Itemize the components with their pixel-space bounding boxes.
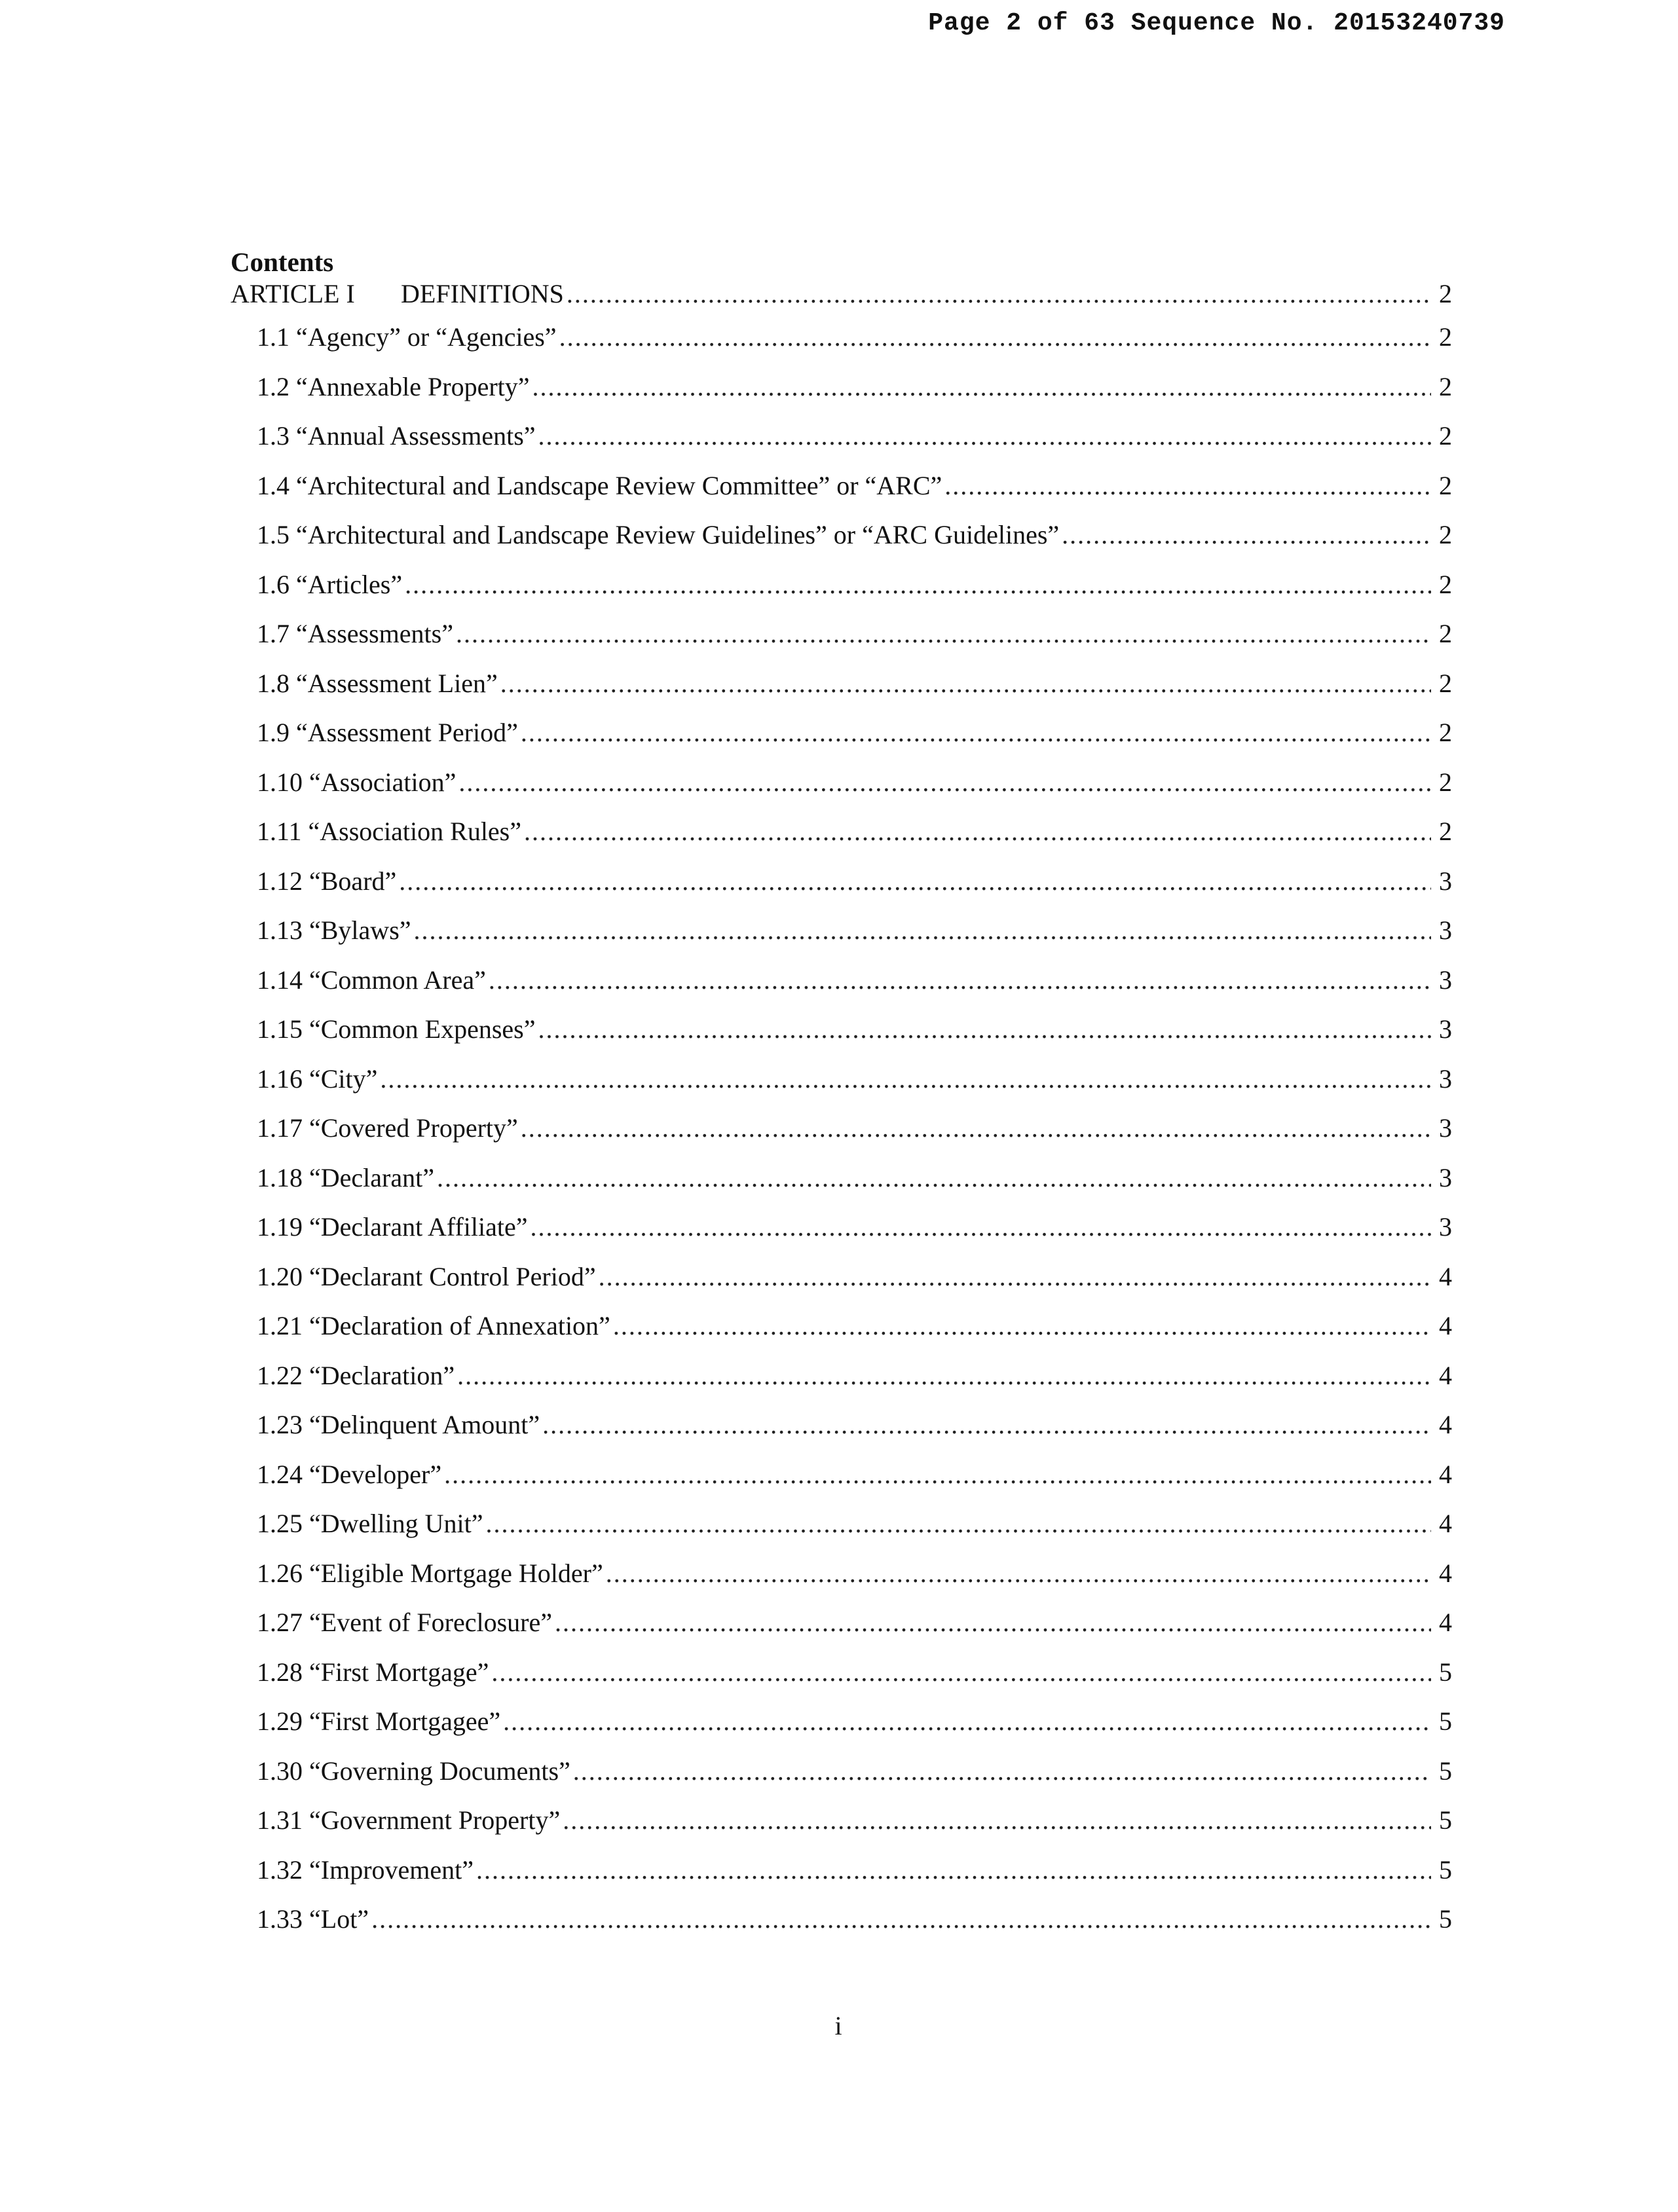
toc-entry-label: 1.24 “Developer” — [257, 1459, 442, 1489]
dot-leader — [542, 1409, 1431, 1441]
toc-entry[interactable] — [231, 1359, 1452, 1409]
toc-entry-label: 1.26 “Eligible Mortgage Holder” — [257, 1558, 603, 1588]
toc-page-number: 2 — [1439, 569, 1452, 599]
toc-entry-label: 1.31 “Government Property” — [257, 1805, 561, 1835]
toc-page-number: 2 — [1439, 322, 1452, 352]
toc-page-number: 3 — [1439, 1014, 1452, 1044]
toc-entry[interactable] — [231, 470, 1452, 519]
toc-page-number: 2 — [1439, 619, 1452, 648]
toc-entry[interactable] — [231, 371, 1452, 420]
toc-page-number: 4 — [1439, 1410, 1452, 1439]
dot-leader — [538, 1013, 1432, 1046]
toc-page-number: 2 — [1439, 421, 1452, 451]
toc-page-number: 2 — [1439, 817, 1452, 846]
toc-page-number: 4 — [1439, 1608, 1452, 1637]
toc-entry[interactable] — [231, 865, 1452, 915]
toc-entry-label: 1.7 “Assessments” — [257, 619, 453, 648]
toc-entry-label: 1.32 “Improvement” — [257, 1854, 474, 1885]
toc-entry-label: 1.8 “Assessment Lien” — [257, 668, 498, 698]
toc-entry[interactable] — [231, 519, 1452, 568]
toc-page-number: 2 — [1439, 371, 1452, 401]
toc-page-number: 3 — [1439, 1113, 1452, 1143]
dot-leader — [567, 278, 1431, 310]
toc-entry-label: 1.27 “Event of Foreclosure” — [257, 1608, 552, 1637]
toc-page-number: 5 — [1439, 1805, 1452, 1835]
toc-entry[interactable] — [231, 420, 1452, 470]
toc-page-number: 4 — [1439, 1509, 1452, 1538]
toc-entry[interactable] — [231, 766, 1452, 816]
toc-entry-label: 1.17 “Covered Property” — [257, 1113, 518, 1143]
dot-leader — [521, 716, 1431, 749]
dot-leader — [444, 1458, 1431, 1491]
toc-article-title: DEFINITIONS — [401, 279, 564, 308]
toc-entry-label: 1.28 “First Mortgage” — [257, 1657, 489, 1687]
toc-entry-label: 1.9 “Assessment Period” — [257, 718, 518, 747]
toc-entry-label: 1.23 “Delinquent Amount” — [257, 1410, 540, 1439]
dot-leader — [414, 914, 1431, 947]
dot-leader — [491, 1656, 1431, 1689]
dot-leader — [456, 618, 1431, 650]
toc-entry[interactable] — [231, 1854, 1452, 1904]
toc-entry-label: 1.14 “Common Area” — [257, 965, 486, 995]
dot-leader — [559, 321, 1431, 354]
toc-entry-label: 1.10 “Association” — [257, 767, 457, 797]
page-sequence-stamp: Page 2 of 63 Sequence No. 20153240739 — [928, 9, 1505, 37]
dot-leader — [555, 1606, 1431, 1639]
dot-leader — [399, 865, 1431, 898]
toc-list — [231, 278, 1452, 1953]
toc-entry-label: 1.25 “Dwelling Unit” — [257, 1509, 483, 1538]
dot-leader — [405, 568, 1431, 601]
dot-leader — [606, 1557, 1431, 1590]
toc-entry[interactable] — [231, 1755, 1452, 1805]
toc-entry[interactable] — [231, 618, 1452, 667]
dot-leader — [457, 1359, 1431, 1392]
dot-leader — [489, 964, 1431, 997]
toc-entry[interactable] — [231, 1162, 1452, 1211]
dot-leader — [944, 470, 1431, 502]
toc-page-number: 4 — [1439, 1459, 1452, 1489]
dot-leader — [521, 1112, 1431, 1145]
dot-leader — [531, 1211, 1431, 1244]
toc-entry-label: 1.15 “Common Expenses” — [257, 1014, 536, 1044]
toc-entry[interactable] — [231, 321, 1452, 371]
toc-entry[interactable] — [231, 1112, 1452, 1162]
dot-leader — [524, 815, 1431, 848]
toc-entry-label: 1.19 “Declarant Affiliate” — [257, 1212, 528, 1242]
toc-page-number: 4 — [1439, 1261, 1452, 1291]
toc-entry-label: 1.20 “Declarant Control Period” — [257, 1261, 596, 1291]
toc-article-label — [231, 278, 567, 310]
toc-page-number: 2 — [1439, 718, 1452, 747]
toc-entry-label: 1.6 “Articles” — [257, 569, 403, 599]
toc-page-number: 5 — [1439, 1706, 1452, 1736]
toc-page-number: 5 — [1439, 1904, 1452, 1934]
dot-leader — [599, 1261, 1431, 1293]
dot-leader — [503, 1705, 1431, 1738]
toc-entry[interactable] — [231, 1211, 1452, 1261]
toc-entry[interactable] — [231, 1261, 1452, 1310]
toc-entry-label: 1.33 “Lot” — [257, 1904, 369, 1934]
toc-entry-label: 1.11 “Association Rules” — [257, 817, 522, 846]
toc-page-number: 5 — [1439, 1756, 1452, 1786]
toc-entry-label: 1.18 “Declarant” — [257, 1162, 434, 1192]
toc-article-number: ARTICLE I — [231, 279, 355, 308]
toc-entry-label: 1.2 “Annexable Property” — [257, 371, 530, 401]
toc-entry[interactable] — [231, 1063, 1452, 1113]
toc-page-number: 5 — [1439, 1854, 1452, 1885]
toc-page-number: 3 — [1439, 915, 1452, 945]
toc-entry[interactable] — [231, 964, 1452, 1014]
toc-page-number: 4 — [1439, 1558, 1452, 1588]
toc-page-number: 3 — [1439, 1063, 1452, 1094]
dot-leader — [538, 420, 1431, 452]
toc-entry[interactable] — [231, 1656, 1452, 1706]
toc-page-number: 4 — [1439, 1360, 1452, 1390]
dot-leader — [573, 1755, 1431, 1788]
dot-leader — [1062, 519, 1431, 551]
toc-page-number: 2 — [1439, 668, 1452, 698]
toc-article-entry[interactable] — [231, 278, 1452, 321]
toc-entry-label: 1.29 “First Mortgagee” — [257, 1706, 501, 1736]
toc-entry[interactable] — [231, 568, 1452, 618]
dot-leader — [532, 371, 1431, 403]
toc-entry-label: 1.4 “Architectural and Landscape Review Committee” or “ARC” — [257, 470, 942, 500]
toc-entry[interactable] — [231, 1903, 1452, 1953]
table-of-contents — [231, 246, 1452, 1953]
toc-entry[interactable] — [231, 914, 1452, 964]
toc-page-number: 2 — [1439, 470, 1452, 500]
toc-page-number: 3 — [1439, 866, 1452, 896]
toc-entry-label: 1.21 “Declaration of Annexation” — [257, 1311, 610, 1340]
page-footer-number: i — [834, 2011, 842, 2040]
dot-leader — [371, 1903, 1431, 1936]
toc-entry[interactable] — [231, 1409, 1452, 1458]
toc-entry[interactable] — [231, 1705, 1452, 1755]
toc-entry[interactable] — [231, 1310, 1452, 1359]
toc-entry[interactable] — [231, 1507, 1452, 1557]
toc-entry[interactable] — [231, 667, 1452, 717]
toc-page-number: 5 — [1439, 1657, 1452, 1687]
toc-page-number: 2 — [1439, 279, 1452, 308]
toc-entry-label: 1.1 “Agency” or “Agencies” — [257, 322, 557, 352]
toc-page-number: 2 — [1439, 767, 1452, 797]
toc-page-number: 3 — [1439, 1162, 1452, 1192]
toc-page-number: 3 — [1439, 965, 1452, 995]
dot-leader — [613, 1310, 1431, 1342]
toc-entry[interactable] — [231, 1557, 1452, 1607]
dot-leader — [437, 1162, 1431, 1194]
toc-page-number: 4 — [1439, 1311, 1452, 1340]
toc-entry-label: 1.16 “City” — [257, 1063, 378, 1094]
toc-page-number: 3 — [1439, 1212, 1452, 1242]
toc-entry[interactable] — [231, 1606, 1452, 1656]
dot-leader — [563, 1804, 1431, 1837]
dot-leader — [476, 1854, 1431, 1887]
toc-entry[interactable] — [231, 716, 1452, 766]
toc-entry[interactable] — [231, 1804, 1452, 1854]
dot-leader — [458, 766, 1431, 799]
toc-entry-label: 1.30 “Governing Documents” — [257, 1756, 570, 1786]
toc-entry-label: 1.3 “Annual Assessments” — [257, 421, 536, 451]
dot-leader — [486, 1507, 1432, 1540]
toc-entry-label: 1.5 “Architectural and Landscape Review Guidelines” or “ARC Guidelines” — [257, 520, 1060, 549]
toc-page-number: 2 — [1439, 520, 1452, 549]
toc-entry-label: 1.13 “Bylaws” — [257, 915, 411, 945]
toc-entry-label: 1.12 “Board” — [257, 866, 397, 896]
toc-entry[interactable] — [231, 815, 1452, 865]
dot-leader — [380, 1063, 1431, 1096]
toc-heading: Contents — [231, 247, 334, 277]
toc-entry-label: 1.22 “Declaration” — [257, 1360, 455, 1390]
toc-entry[interactable] — [231, 1013, 1452, 1063]
toc-entry[interactable] — [231, 1458, 1452, 1508]
dot-leader — [500, 667, 1431, 700]
